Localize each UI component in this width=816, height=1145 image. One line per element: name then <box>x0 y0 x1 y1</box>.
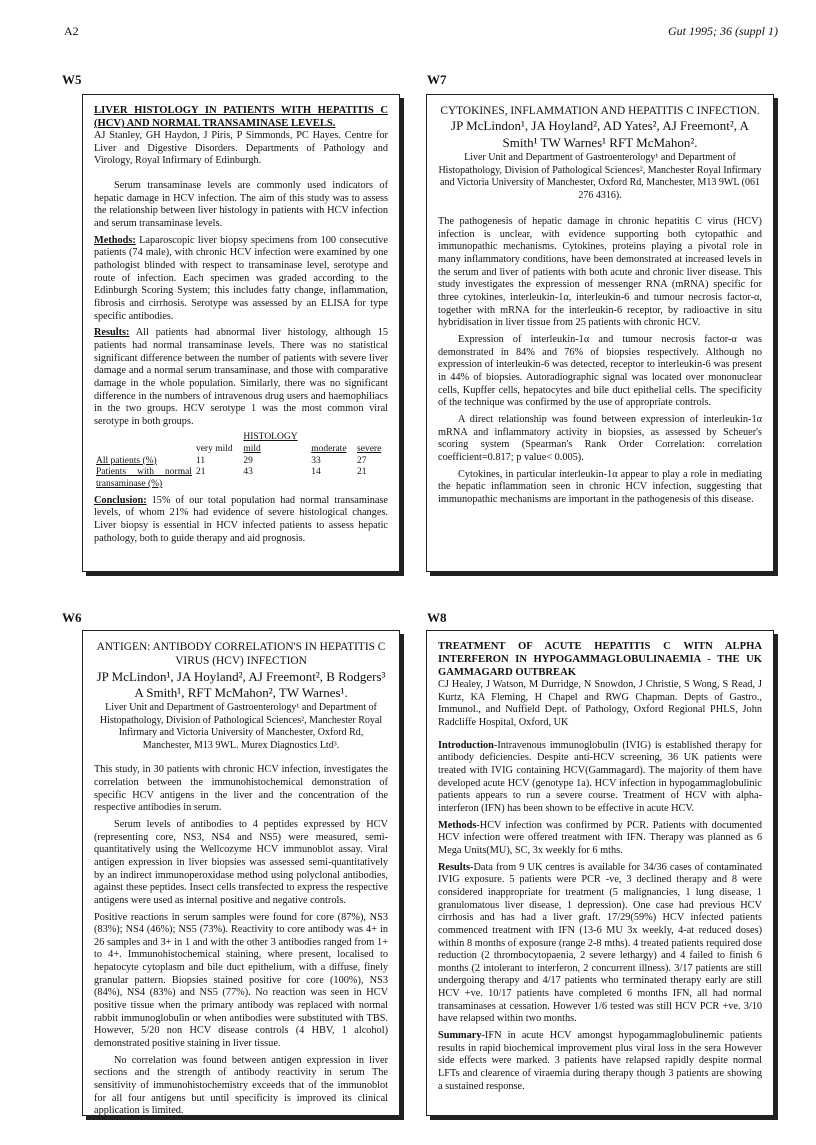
body-paragraph: No correlation was found between antigen expression in liver sections and the strength of antibody reactivity in serum The sensitivity of immunohistochemistry exceeds that of the immunoblot for all four antigens but until specificity is improved its clinical application is limited. <box>94 1054 388 1116</box>
abstract-intro: Serum transaminase levels are commonly used indicators of hepatic damage in HCV infection. The aim of this study was to assess the relationship between liver histology in patients with HCV infection and serum transaminase levels. <box>94 180 388 229</box>
table-header: moderate <box>311 444 347 455</box>
table-cell: 27 <box>357 455 367 466</box>
abstract-affiliation: Liver Unit and Department of Gastroenterology¹ and Department of Histopathology, Division of Pathological Sciences², Manchester Royal Infirmary and Victoria University of Manchester, Oxford Rd, Manchester, M13 9WL (061 276 4316). <box>438 152 762 201</box>
abstract-title: LIVER HISTOLOGY IN PATIENTS WITH HEPATITIS C (HCV) AND NORMAL TRANSAMINASE LEVELS. <box>94 105 388 130</box>
body-paragraph: This study, in 30 patients with chronic HCV infection, investigates the correlation between the immunohistochemical demonstration of specific HCV antigens in the liver and the concentration of the respective antibodies in serum. <box>94 764 388 814</box>
abstract-code-w8: W8 <box>427 610 447 625</box>
methods-label: Methods <box>438 819 477 831</box>
summary-label: Summary <box>438 1030 482 1042</box>
intro-text: -Intravenous immunoglobulin (IVIG) is established therapy for antibody deficiencies. Despite anti-HCV screening, 36 UK patients were treated with IVIG containing HCV(Gammagard). The majority of them have developed acute HCV (genotype 1a). HCV infection in hypogammaglobulinic patients appears to run a severe course. Treatment of HCV with alpha-interferon (IFN) has been shown to be effective in acute HCV. <box>438 739 762 814</box>
results-label: Results <box>438 861 471 873</box>
table-cell: 11 <box>195 455 206 466</box>
page-number: A2 <box>64 24 79 38</box>
abstract-code-w5: W5 <box>62 72 82 87</box>
conclusion-text: 15% of our total population had normal transaminase levels, of whom 21% had evidence of severe histological changes. Liver biopsy is essential in HCV infected patients to assess hepatic pathology, both to guide therapy and aid prognosis. <box>94 494 388 544</box>
summary-text: -IFN in acute HCV amongst hypogammaglobulinemic patients results in rapid biochemical improvement plus viral loss in the sera However side effects were marked. 3 patients have relapsed rapidly despite normal LFTs and clearence of viraemia during therapy though 3 patients are showing a sustained response. <box>438 1030 762 1092</box>
abstract-affiliation: Liver Unit and Department of Gastroenterology¹ and Department of Histopathology, Division of Pathological Sciences², Manchester Royal Infirmary and Victoria University of Manchester, Oxford Rd, Manchester, M13 9WL. Murex Diagnostics Ltd³. <box>99 702 383 751</box>
methods-paragraph <box>94 235 388 324</box>
methods-label: Methods: <box>94 234 136 246</box>
body-paragraph: Expression of interleukin-1α and tumour necrosis factor-α was demonstrated in 84% and 76% of biopsies respectively. Although no expression of interleukin-6 was detected, receptor to interleukin-6 was present in 44% of biopsies. Autoradiographic signal was located over mononuclear cells, Kupffer cells, hepatocytes and bile duct epithelial cells. The specificity of the technique was confirmed by the use of appropriate controls. <box>438 333 762 409</box>
table-header: severe <box>357 444 382 455</box>
abstract-authors: CJ Healey, J Watson, M Durridge, N Snowdon, J Christie, S Wong, S Read, J Kurtz, KA Fleming, H Chapel and RWG Chapman. Depts of Gastro., Immunol., and Nuffield Dept. of Pathology, Oxford Regional PHLS, John Radcliffe Hospital, Oxford, UK <box>438 679 762 729</box>
body-paragraph: The pathogenesis of hepatic damage in chronic hepatitis C virus (HCV) infection is unclear, with evidence supporting both cytopathic and immunopathic mechanisms. Cytokines, proteins playing a pivotal role in many inflammatory conditions, have been demonstrated at increased levels in the serum and liver of patients with both acute and chronic liver disease. This study investigates the expression of messenger RNA (mRNA) specific for three cytokines, interleukin-1α, interleukin-6 and tumour necrosis factor-α, together with mRNA for the interleukin-6 receptor, by radioactive in situ hybridisation in liver tissue from 25 patients with chronic HCV. <box>438 216 762 329</box>
intro-paragraph <box>438 740 762 816</box>
table-header: mild <box>243 444 261 455</box>
intro-label: Introduction <box>438 739 494 751</box>
body-paragraph: Cytokines, in particular interleukin-1α appear to play a role in mediating the hepatic inflammation seen in chronic HCV infection, suggesting that immunopathic mechanisms are important in the pathogenesis of this disease. <box>438 468 762 505</box>
abstract-authors: JP McLindon¹, JA Hoyland², AJ Freemont², B Rodgers³ A Smith¹, RFT McMahon², TW Warnes¹. <box>96 668 386 701</box>
abstract-w6 <box>82 630 400 1116</box>
abstract-authors: AJ Stanley, GH Haydon, J Piris, P Simmonds, PC Hayes. Centre for Liver and Digestive Disorders. Departments of Pathology and Virology, Royal Infirmary of Edinburgh. <box>94 130 388 167</box>
table-row-label: All patients (%) <box>96 455 157 466</box>
table-cell: 43 <box>243 467 253 478</box>
table-cell: 33 <box>311 455 321 466</box>
table-cell: 21 <box>357 467 367 478</box>
results-text: All patients had abnormal liver histology, although 15 patients had normal transaminase levels. There was no statistical significant difference between the number of patients with severe liver damage and a normal serum transaminase, and those with comparative damage in the whole population. Similarly, there was no significant difference in the numbers of intravenous drug users and haemophiliacs in the two groups. HCV serotype 1 was the most common viral serotype in both groups. <box>94 327 388 427</box>
body-paragraph: Positive reactions in serum samples were found for core (87%), NS3 (83%); NS4 (46%); NS5 (73%). Reactivity to core antibody was 4+ in 26 samples and 3+ in 1 and with the other 3 antibodies ranged from 1+ to 4+. Immunohistochemical staining, where present, localised to hepatocyte cytoplasm and bile duct epithelium, with a diffuse, finely granular pattern. Biopsies stained positive for core (100%), NS3 (84%), NS4 (83%) and NS5 (77%). No reaction was seen in HCV positive tissue when the primary antibody was replaced with normal rabbit immunoglobulin or when antibodies were substituted with TBS. However, 5/20 non HCV disease controls (4 HBV, 1 alcohol) demonstrated positive staining in liver tissue. <box>94 911 388 1050</box>
table-row <box>94 456 388 468</box>
methods-text: -HCV infection was confirmed by PCR. Patients with documented HCV infection were offered treatment with IFN. Therapy was planned as 6 Mega Units(MU), SC, 3x weekly for 6 mths. <box>438 819 762 856</box>
abstract-title: ANTIGEN: ANTIBODY CORRELATION'S IN HEPATITIS C VIRUS (HCV) INFECTION <box>96 641 386 668</box>
table-cell: 14 <box>311 467 321 478</box>
body-paragraph: Serum levels of antibodies to 4 peptides expressed by HCV (representing core, NS3, NS4 and NS5) were measured, semi-quantitatively using the Wellcozyme HCV immunoblot assay. Viral antigen expression in liver biopsies was assessed semi-quantitatively by an indirect immunoperoxidase method using polyclonal antibodies, against these peptides. Insect cells transfected to express the respective antigens were used as internal positive and negative controls. <box>94 818 388 906</box>
results-paragraph <box>94 327 388 428</box>
abstract-authors: JP McLindon¹, JA Hoyland², AD Yates², AJ Freemont², A Smith¹ TW Warnes¹ RFT McMahon². <box>451 118 749 151</box>
conclusion-paragraph <box>94 495 388 546</box>
abstract-title: TREATMENT OF ACUTE HEPATITIS C WITN ALPHA INTERFERON IN HYPOGAMMAGLOBULINAEMIA - THE UK GAMMAGARD OUTBREAK <box>438 641 762 679</box>
table-row <box>94 467 388 490</box>
table-header: very mild <box>195 444 233 455</box>
summary-paragraph <box>438 1030 762 1093</box>
methods-paragraph <box>438 820 762 858</box>
table-header-row <box>94 444 388 456</box>
abstract-title: CYTOKINES, INFLAMMATION AND HEPATITIS C INFECTION. <box>440 105 760 117</box>
abstract-w7 <box>426 94 774 572</box>
table-cell: 29 <box>243 455 253 466</box>
table-caption: HISTOLOGY <box>243 432 298 443</box>
abstract-code-w6: W6 <box>62 610 82 625</box>
histology-table <box>94 432 388 490</box>
body-paragraph: A direct relationship was found between expression of interleukin-1α mRNA and inflammatory activity in biopsies, as assessed by Scheuer's scoring system (Spearman's Rank Order Correlation: correlation coefficient=0.817; p value< 0.005). <box>438 413 762 463</box>
abstract-w5 <box>82 94 400 572</box>
abstract-w8 <box>426 630 774 1116</box>
results-text: -Data from 9 UK centres is available for 34/36 cases of contaminated IVIG exposure. 5 patients were PCR -ve, 3 declined therapy and 8 were considered inappropriate for treatment (5 malignancies, 1 lung disease, 1 granulomatous liver disease, 1 depression). One case had previous HCV cirrhosis and has had a liver graft. 17/29(59%) HCV infected patients commenced treatment with IFN (13-6 MU 3x weekly, 4-at reduced doses) within 8 months of exposure (range 2-8 mths). 4 treated patients required dose reduction (2 thrombocytopaenia, 2 severe lethargy) and 4 failed to finish 6 months (2 intolerant to interferon, 2 concurrent illness). 3/17 patients are still undergoing therapy and 4/17 patients who terminated therapy early are still HCV +ve. 10/17 patients have completed 6 months IFN, all had normal transaminases at cessation. However 1/6 tested was still HCV PCR +ve. 3/10 have relapsed within two months. <box>438 861 762 1025</box>
conclusion-label: Conclusion: <box>94 494 147 506</box>
journal-citation: Gut 1995; 36 (suppl 1) <box>668 24 778 38</box>
abstract-code-w7: W7 <box>427 72 447 87</box>
results-paragraph <box>438 862 762 1027</box>
table-row-label: Patients with normal transaminase (%) <box>96 467 192 490</box>
results-label: Results: <box>94 327 130 339</box>
table-cell: 21 <box>195 467 206 478</box>
methods-text: Laparoscopic liver biopsy specimens from 100 consecutive patients (74 male), with chronic HCV infection were examined by one pathologist blinded with respect to transaminase level, serotype and route of infection. Each specimen was graded according to the Edinburgh Scoring System; this includes fatty change, inflammation, fibrosis and cirrhosis. Serotype was assessed by an ELISA for type specific antibodies. <box>94 234 388 322</box>
